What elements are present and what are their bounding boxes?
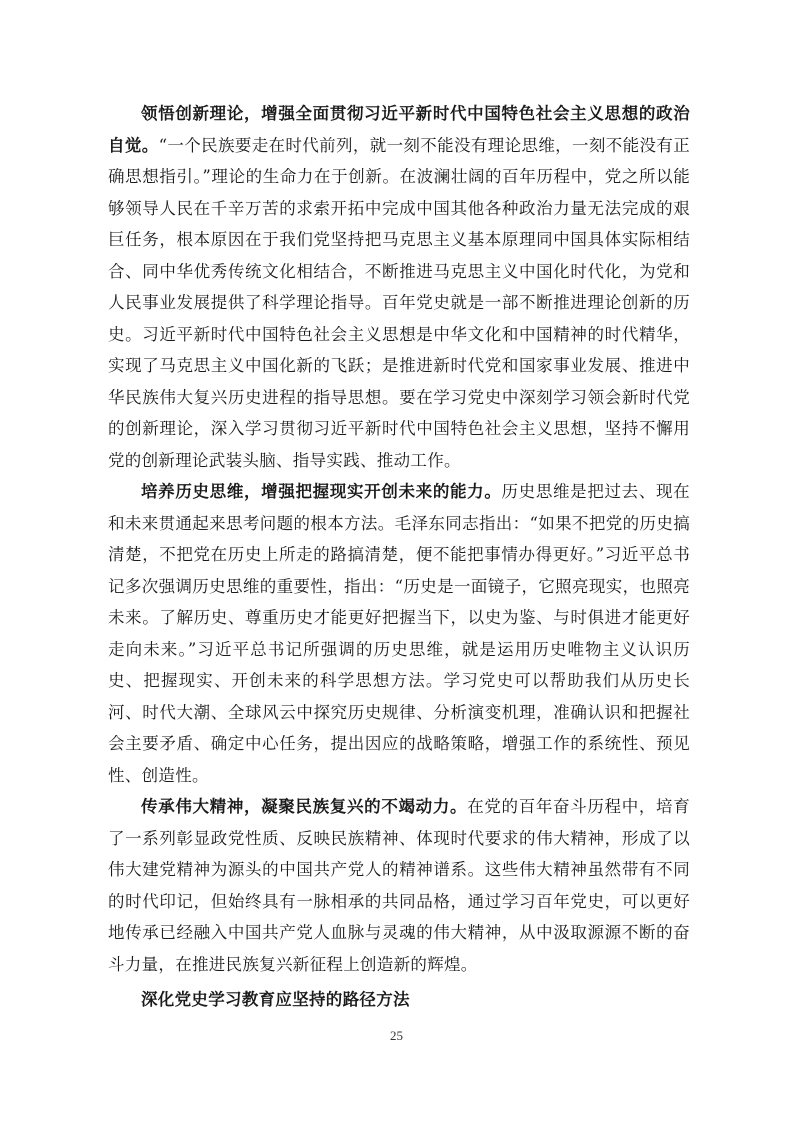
paragraph-body: “一个民族要走在时代前列，就一刻不能没有理论思维，一刻不能没有正确思想指引。”理论的生命力在于创新。在波澜壮阔的百年历程中，党之所以能够领导人民在千辛万苦的求索开拓中完成中国其他各种政治力量无法完成的艰巨任务，根本原因在于我们党坚持把马克思主义基本原理同中国具体实际相结合、同中华优秀传统文化相结合，不断推进马克思主义中国化时代化，为党和人民事业发展提供了科学理论指导。百年党史就是一部不断推进理论创新的历史。习近平新时代中国特色社会主义思想是中华文化和中国精神的时代精华，实现了马克思主义中国化新的飞跃；是推进新时代党和国家事业发展、推进中华民族伟大复兴历史进程的指导思想。要在学习党史中深刻学习领会新时代党的创新理论，深入学习贯彻习近平新时代中国特色社会主义思想，坚持不懈用党的创新理论武装头脑、指导实践、推动工作。 <box>108 135 690 470</box>
paragraph-history <box>108 476 690 791</box>
section-heading: 深化党史学习教育应坚持的路径方法 <box>141 990 410 1009</box>
page-number: 25 <box>390 1028 403 1043</box>
paragraph-body: 历史思维是把过去、现在和未来贯通起来思考问题的根本方法。毛泽东同志指出：“如果不把党的历史搞清楚，不把党在历史上所走的路搞清楚，便不能把事情办得更好。”习近平总书记多次强调历史思维的重要性，指出：“历史是一面镜子，它照亮现实，也照亮未来。了解历史、尊重历史才能更好把握当下，以史为鉴、与时俱进才能更好走向未来。”习近平总书记所强调的历史思维，就是运用历史唯物主义认识历史、把握现实、开创未来的科学思想方法。学习党史可以帮助我们从历史长河、时代大潮、全球风云中探究历史规律、分析演变机理，准确认识和把握社会主要矛盾、确定中心任务，提出因应的战略策略，增强工作的系统性、预见性、创造性。 <box>108 482 690 785</box>
document-page <box>108 98 690 1016</box>
paragraph-body: 在党的百年奋斗历程中，培育了一系列彰显政党性质、反映民族精神、体现时代要求的伟大精神，形成了以伟大建党精神为源头的中国共产党人的精神谱系。这些伟大精神虽然带有不同的时代印记，但始终具有一脉相承的共同品格，通过学习百年党史，可以更好地传承已经融入中国共产党人血脉与灵魂的伟大精神，从中汲取源源不断的奋斗力量，在推进民族复兴新征程上创造新的辉煌。 <box>108 797 690 974</box>
paragraph-lead: 传承伟大精神，凝聚民族复兴的不竭动力。 <box>141 797 468 816</box>
paragraph-lead: 培养历史思维，增强把握现实开创未来的能力。 <box>141 482 502 501</box>
paragraph-spirit <box>108 791 690 980</box>
paragraph-theory <box>108 98 690 476</box>
paragraph-lead: 领悟创新理论，增强全面贯彻习近平新时代中国特色社会主义思想的政治自觉。 <box>108 104 690 155</box>
